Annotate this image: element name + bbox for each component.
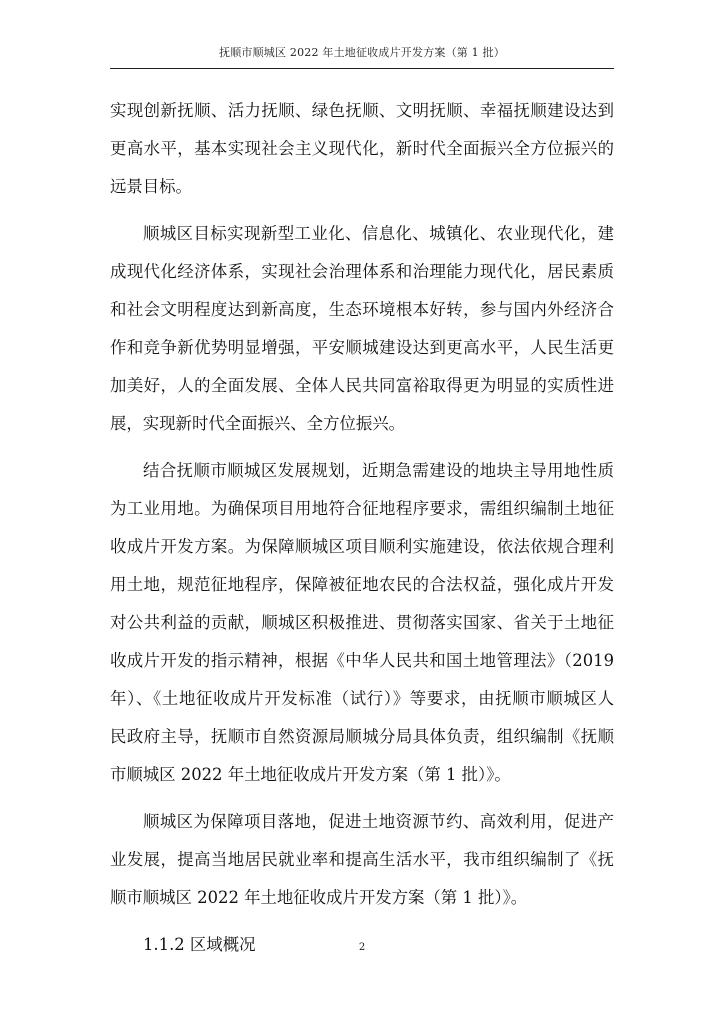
header-rule: [110, 68, 614, 69]
paragraph-3: [110, 452, 614, 794]
text-line: 收成片开发方案。为保障顺城区项目顺利实施建设，依法依规合理利: [110, 537, 614, 556]
text-line: 加美好，人的全面发展、全体人民共同富裕取得更为明显的实质性进: [110, 376, 614, 395]
text-line: 结合抚顺市顺城区发展规划，近期急需建设的地块主导用地性质: [143, 461, 614, 480]
text-line: 实现创新抚顺、活力抚顺、绿色抚顺、文明抚顺、幸福抚顺建设达到: [110, 101, 614, 120]
text-line: 展，实现新时代全面振兴、全方位振兴。: [110, 414, 406, 433]
text-line: 对公共利益的贡献，顺城区积极推进、贯彻落实国家、省关于土地征: [110, 613, 614, 632]
text-line: 顺城区目标实现新型工业化、信息化、城镇化、农业现代化，建: [143, 224, 614, 243]
text-line: 用土地，规范征地程序，保障被征地农民的合法权益，强化成片开发: [110, 575, 614, 594]
running-header: 抚顺市顺城区 2022 年土地征收成片开发方案（第 1 批）: [219, 46, 505, 59]
paragraph-1: [110, 92, 614, 206]
paragraph-4: [110, 803, 614, 917]
text-line: 成现代化经济体系，实现社会治理体系和治理能力现代化，居民素质: [110, 262, 614, 281]
text-line: 作和竞争新优势明显增强，平安顺城建设达到更高水平，人民生活更: [110, 338, 614, 357]
body-text: [110, 92, 614, 964]
text-line: 和社会文明程度达到新高度，生态环境根本好转，参与国内外经济合: [110, 300, 614, 319]
section-heading: 1.1.2 区域概况: [143, 935, 256, 954]
text-line: 业发展，提高当地居民就业率和提高生活水平，我市组织编制了《抚: [110, 850, 614, 869]
text-line: 更高水平，基本实现社会主义现代化，新时代全面振兴全方位振兴的: [110, 139, 614, 158]
text-line: 年）、《土地征收成片开发标准（试行）》等要求，由抚顺市顺城区人: [110, 689, 614, 708]
text-line: 收成片开发的指示精神，根据《中华人民共和国土地管理法》（2019: [110, 651, 614, 670]
text-line: 为工业用地。为确保项目用地符合征地程序要求，需组织编制土地征: [110, 499, 614, 518]
text-line: 顺市顺城区 2022 年土地征收成片开发方案（第 1 批）》。: [110, 888, 528, 907]
page-number: 2: [358, 942, 366, 953]
text-line: 民政府主导，抚顺市自然资源局顺城分局具体负责，组织编制《抚顺: [110, 727, 614, 746]
text-line: 远景目标。: [110, 177, 192, 196]
paragraph-2: [110, 215, 614, 443]
text-line: 市顺城区 2022 年土地征收成片开发方案（第 1 批）》。: [110, 765, 511, 784]
text-line: 顺城区为保障项目落地，促进土地资源节约、高效利用，促进产: [143, 812, 614, 831]
